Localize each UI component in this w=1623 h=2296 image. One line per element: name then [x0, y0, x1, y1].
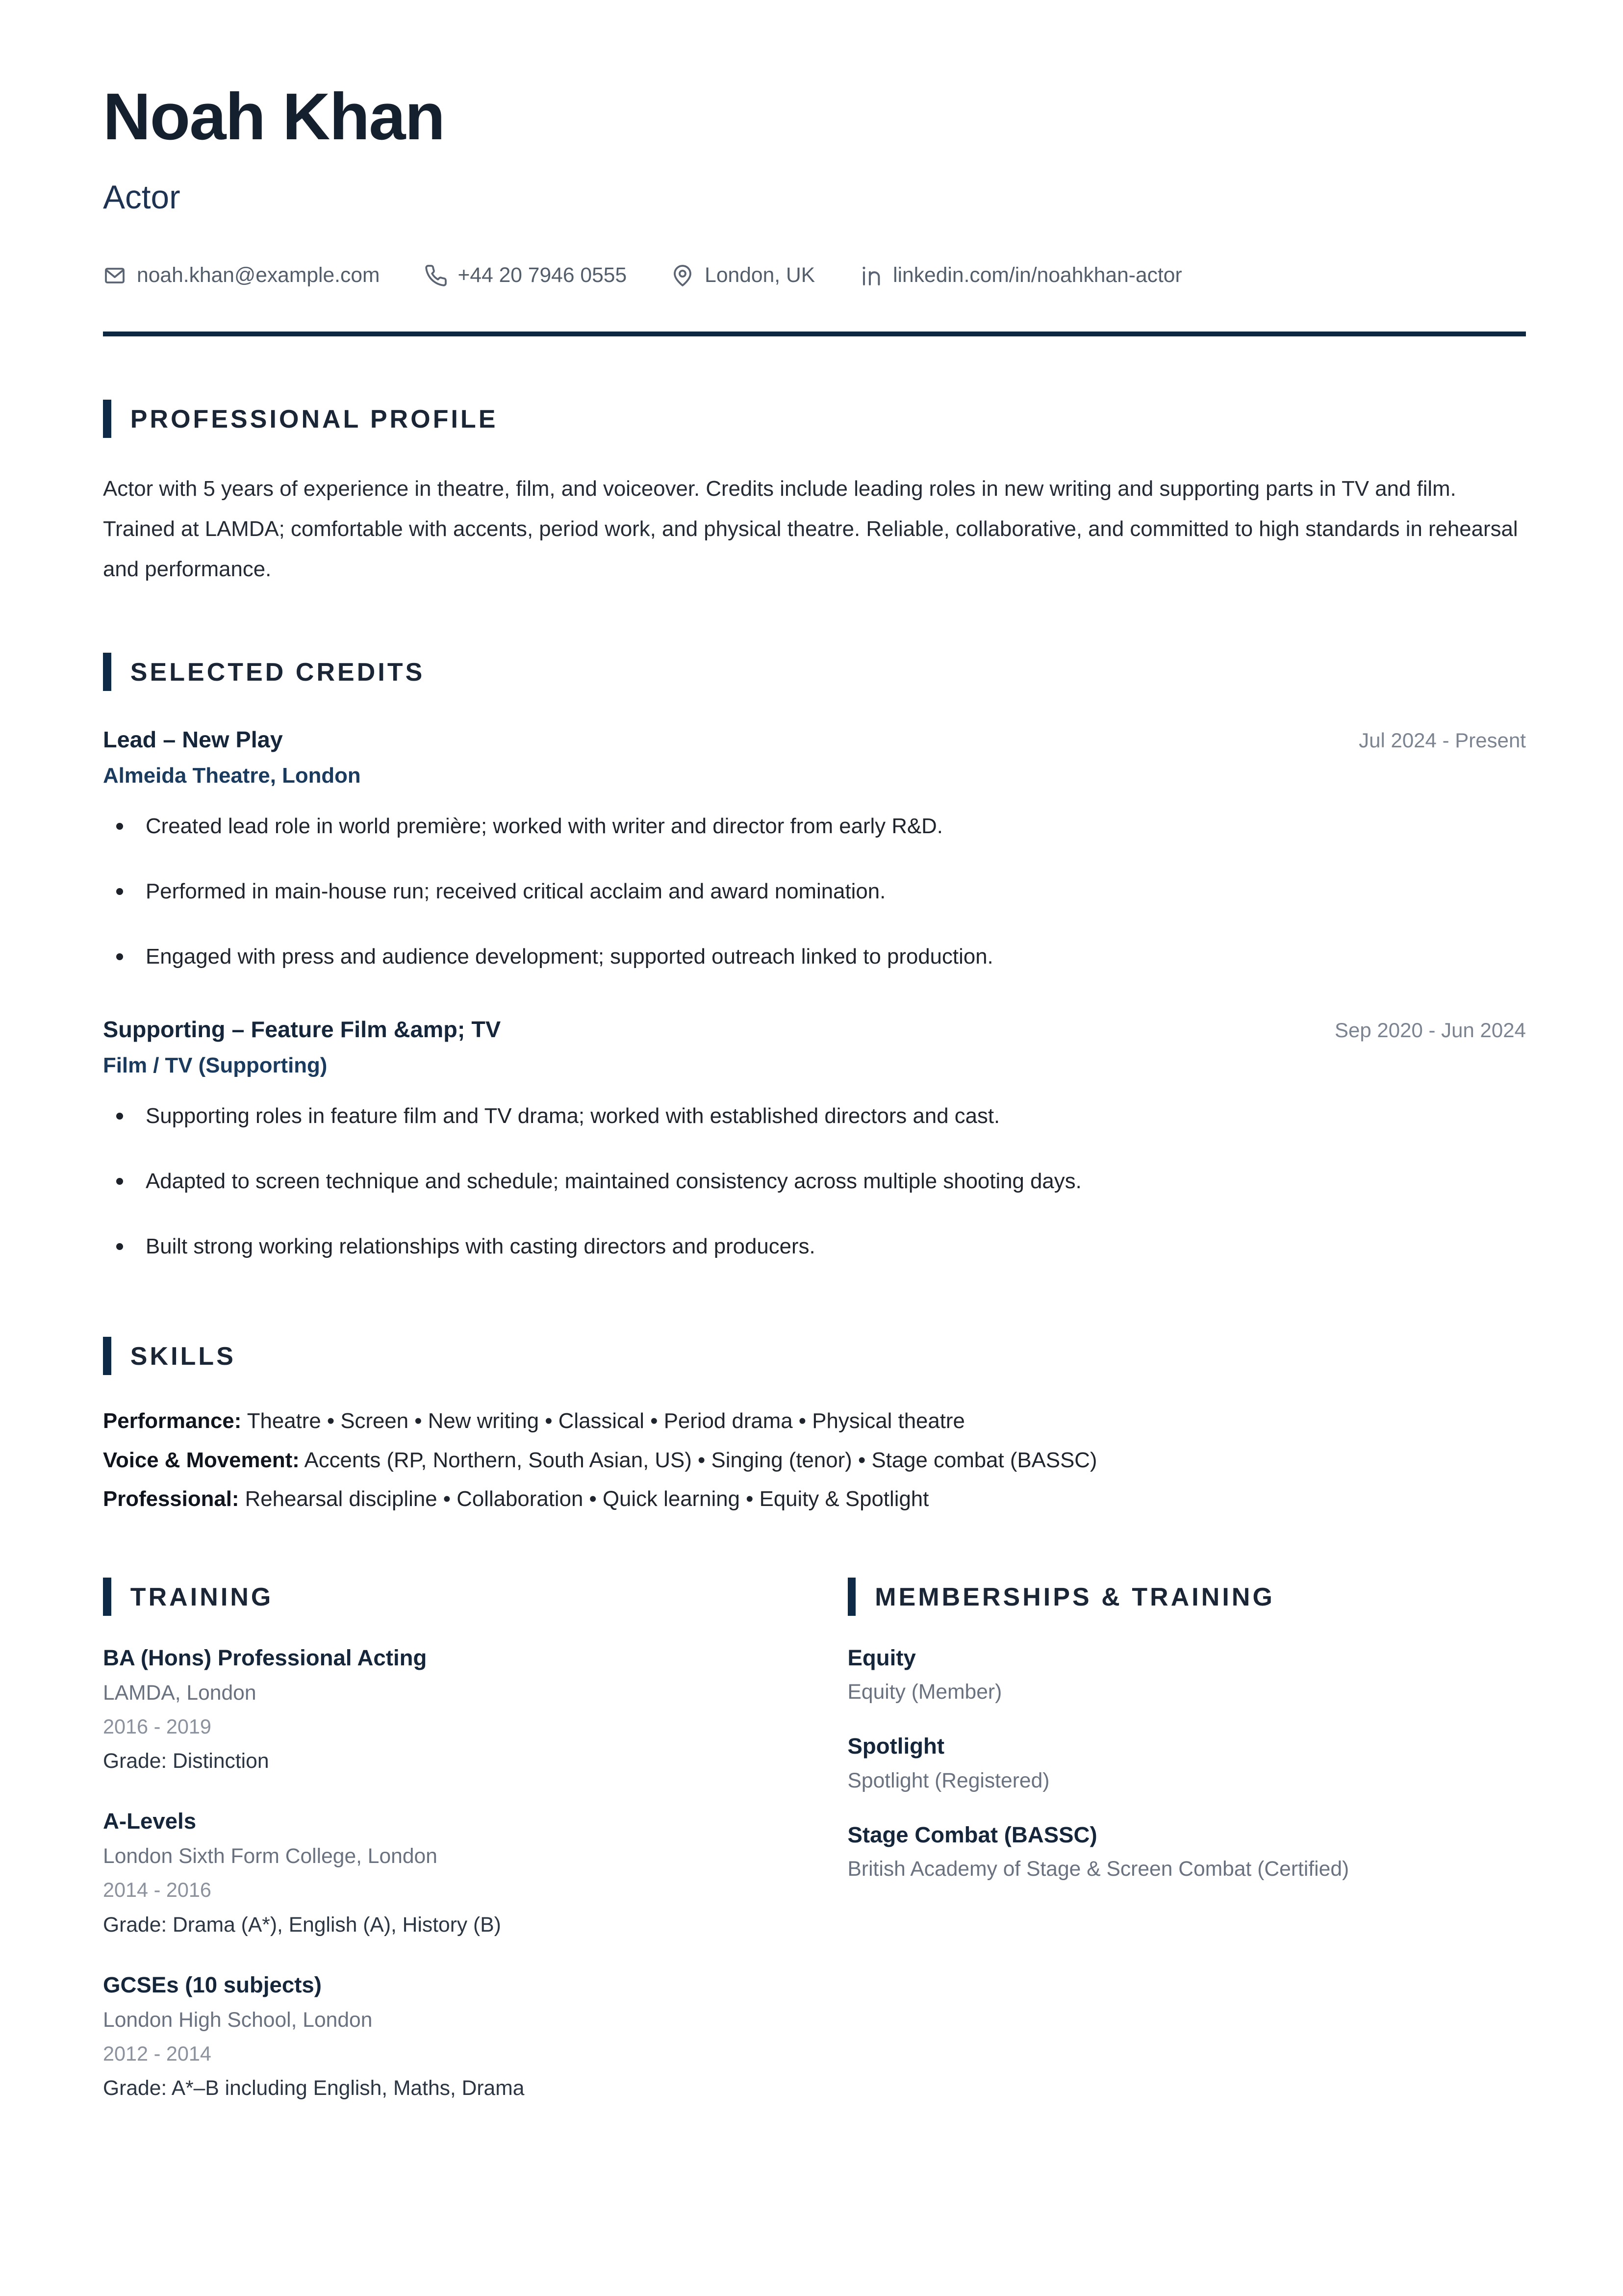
membership-detail: Equity (Member)	[847, 1680, 1002, 1704]
skill-row	[103, 1402, 1526, 1441]
membership-entry	[848, 1734, 1526, 1793]
profile-heading	[103, 400, 1526, 438]
membership-entry	[848, 1645, 1526, 1705]
skills-heading	[103, 1337, 1526, 1375]
bullet-item: Adapted to screen technique and schedule; maintained consistency across multiple shooting days.	[103, 1162, 1526, 1201]
credit-header	[103, 726, 1526, 753]
education-institution: London High School, London	[103, 2008, 373, 2032]
credit-bullets	[103, 807, 1526, 976]
education-title: A-Levels	[103, 1809, 197, 1834]
section-accent-bar	[103, 1337, 111, 1375]
bullet-item: Created lead role in world première; worked with writer and director from early R&D.	[103, 807, 1526, 846]
training-heading	[103, 1578, 782, 1616]
credit-subtitle: Almeida Theatre, London	[103, 764, 361, 788]
skill-row	[103, 1480, 1526, 1519]
linkedin-icon	[859, 264, 883, 287]
section-accent-bar	[848, 1578, 856, 1616]
resume-header	[103, 79, 1526, 287]
contact-email-text: noah.khan@example.com	[137, 263, 380, 287]
phone-icon	[424, 264, 448, 287]
education-institution: London Sixth Form College, London	[103, 1844, 437, 1868]
credit-header	[103, 1016, 1526, 1043]
contact-linkedin-text: linkedin.com/in/noahkhan-actor	[893, 263, 1182, 287]
contact-email	[103, 263, 380, 287]
education-title: GCSEs (10 subjects)	[103, 1972, 322, 1997]
section-skills	[103, 1337, 1526, 1519]
bullet-item: Performed in main-house run; received critical acclaim and award nomination.	[103, 872, 1526, 911]
education-grade: Grade: Drama (A*), English (A), History (B)	[103, 1913, 501, 1937]
section-accent-bar	[103, 653, 111, 691]
membership-detail: British Academy of Stage & Screen Combat (Certified)	[847, 1857, 1349, 1881]
section-title: TRAINING	[130, 1582, 274, 1611]
credit-date: Sep 2020 - Jun 2024	[1335, 1018, 1526, 1042]
skill-label: Voice & Movement:	[103, 1448, 300, 1472]
header-divider	[103, 332, 1526, 336]
skill-text: Rehearsal discipline • Collaboration • Quick learning • Equity & Spotlight	[239, 1487, 929, 1511]
bullet-item: Supporting roles in feature film and TV drama; worked with established directors and cast.	[103, 1097, 1526, 1136]
bullet-item: Built strong working relationships with casting directors and producers.	[103, 1227, 1526, 1266]
membership-detail: Spotlight (Registered)	[847, 1768, 1050, 1792]
profile-text: Actor with 5 years of experience in theatre, film, and voiceover. Credits include leading roles in new writing and supporting parts in TV and film. Trained at LAMDA; comfortable with accents, period work, and physical theatre. Reliable, collaborative, and committed to high standards in rehearsal and performance.	[103, 477, 1518, 581]
section-title: PROFESSIONAL PROFILE	[130, 405, 498, 434]
person-name: Noah Khan	[103, 79, 445, 153]
membership-title: Stage Combat (BASSC)	[847, 1822, 1097, 1847]
section-accent-bar	[103, 1578, 111, 1616]
section-accent-bar	[103, 400, 111, 438]
contact-linkedin	[859, 263, 1182, 287]
education-entry	[103, 1809, 782, 1937]
section-title: MEMBERSHIPS & TRAINING	[875, 1582, 1275, 1611]
contact-location	[671, 263, 815, 287]
credit-title: Lead – New Play	[103, 726, 283, 752]
skill-text: Accents (RP, Northern, South Asian, US) • Singing (tenor) • Stage combat (BASSC)	[299, 1448, 1097, 1472]
skill-label: Performance:	[103, 1408, 242, 1433]
education-institution: LAMDA, London	[103, 1681, 256, 1705]
two-column-section	[103, 1578, 1526, 2101]
education-entry	[103, 1972, 782, 2101]
contact-location-text: London, UK	[705, 263, 815, 287]
section-selected-credits	[103, 653, 1526, 1266]
skills-list	[103, 1402, 1526, 1519]
education-entry	[103, 1645, 782, 1774]
job-title: Actor	[103, 179, 180, 216]
memberships-heading	[848, 1578, 1526, 1616]
credit-subtitle: Film / TV (Supporting)	[103, 1053, 328, 1078]
education-dates: 2012 - 2014	[103, 2042, 211, 2065]
education-title: BA (Hons) Professional Acting	[103, 1645, 427, 1670]
credit-date: Jul 2024 - Present	[1359, 728, 1526, 752]
section-professional-profile	[103, 400, 1526, 589]
contact-row	[103, 263, 1526, 287]
credits-heading	[103, 653, 1526, 691]
section-training	[103, 1578, 782, 2101]
membership-title: Equity	[847, 1645, 916, 1670]
section-title: SKILLS	[130, 1341, 236, 1370]
map-pin-icon	[671, 264, 694, 287]
credit-entry	[103, 726, 1526, 976]
membership-entry	[848, 1822, 1526, 1882]
credit-title: Supporting – Feature Film &amp; TV	[103, 1016, 501, 1042]
section-memberships	[848, 1578, 1526, 2101]
mail-icon	[103, 264, 127, 287]
bullet-item: Engaged with press and audience development; supported outreach linked to production.	[103, 938, 1526, 976]
credit-entry	[103, 1016, 1526, 1266]
skill-row	[103, 1441, 1526, 1480]
skill-label: Professional:	[103, 1487, 239, 1511]
section-title: SELECTED CREDITS	[130, 657, 425, 686]
skill-text: Theatre • Screen • New writing • Classical • Period drama • Physical theatre	[241, 1408, 965, 1433]
contact-phone-text: +44 20 7946 0555	[457, 263, 627, 287]
education-dates: 2014 - 2016	[103, 1879, 211, 1902]
credit-bullets	[103, 1097, 1526, 1266]
education-grade: Grade: Distinction	[103, 1749, 269, 1773]
education-dates: 2016 - 2019	[103, 1715, 211, 1738]
education-grade: Grade: A*–B including English, Maths, Drama	[103, 2076, 525, 2100]
contact-phone	[424, 263, 627, 287]
membership-title: Spotlight	[847, 1734, 945, 1759]
